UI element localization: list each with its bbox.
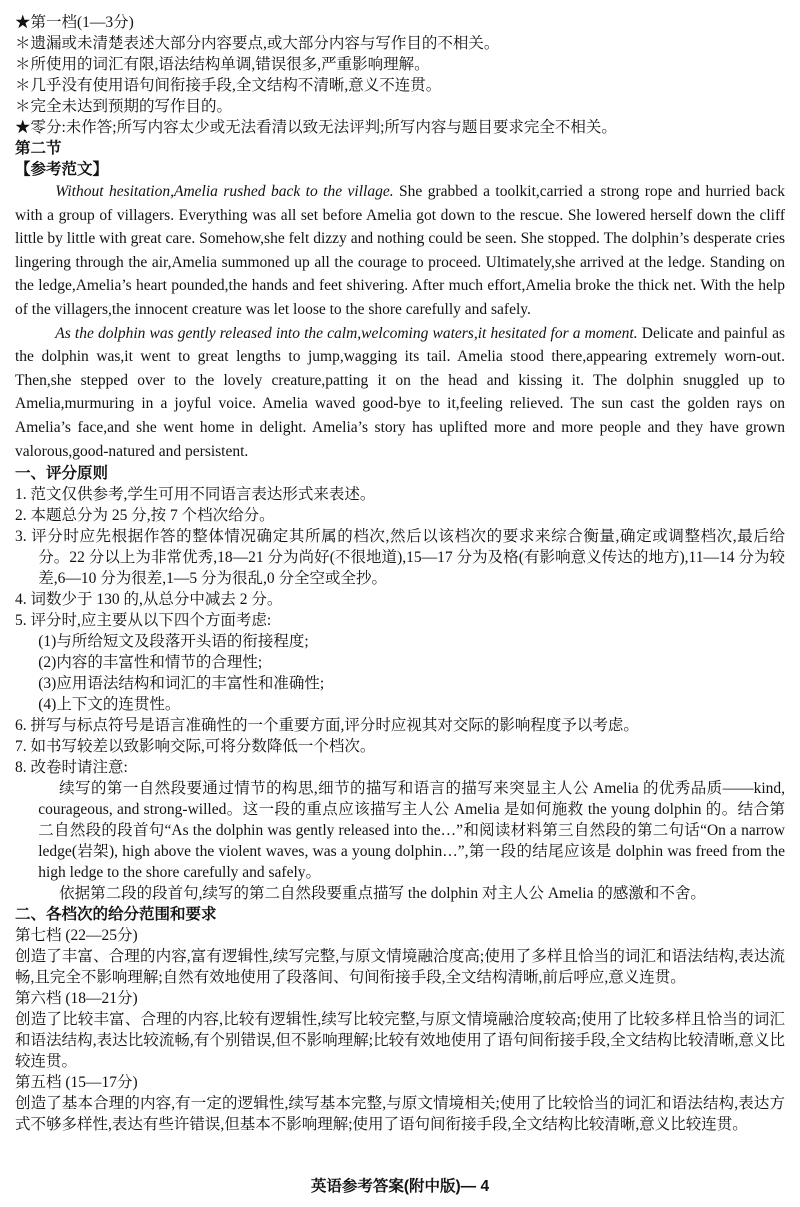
principle-subitem-2: (2)内容的丰富性和情节的合理性; [38,654,263,672]
principle-item-6: 6. 拼写与标点符号是语言准确性的一个重要方面,评分时应视其对交际的影响程度予以考虑。 [15,717,639,735]
principle-item-7: 7. 如书写较差以致影响交际,可将分数降低一个档次。 [15,738,376,756]
principle-subitem-4: (4)上下文的连贯性。 [38,696,181,714]
principle-item-1: 1. 范文仅供参考,学生可用不同语言表达形式来表述。 [15,486,376,504]
section2-heading: 第二节 [15,140,62,157]
rubric-bullet-3: ＊几乎没有使用语句间衔接手段,全文结构不清晰,意义不连贯。 [15,77,442,94]
principle-item-5: 5. 评分时,应主要从以下四个方面考虑: [15,612,272,630]
band6-title: 第六档 (18—21分) [15,990,138,1008]
principle-item-8: 8. 改卷时请注意: [15,759,128,777]
sample-essay-heading: 【参考范文】 [15,161,109,178]
band5-title: 第五档 (15—17分) [15,1074,138,1092]
principles-heading: 一、评分原则 [15,465,109,483]
essay-paragraph-2 [15,322,785,464]
essay-p2-lead: As the dolphin was gently released into the calm,welcoming waters,it hesitated for a moment. [55,324,638,342]
principle-item-4: 4. 词数少于 130 的,从总分中减去 2 分。 [15,591,283,609]
principle-subitem-1: (1)与所给短文及段落开头语的衔接程度; [38,633,309,651]
band7-description: 创造了丰富、合理的内容,富有逻辑性,续写完整,与原文情境融洽度高;使用了多样且恰当的词汇和语法结构,表达流畅,且完全不影响理解;自然有效地使用了段落间、句间衔接手段,全文结构清晰,前后呼应,意义连贯。 [15,948,785,987]
band1-title: ★第一档(1—3分) [15,14,134,31]
rubric-bullet-1: ＊遗漏或未清楚表述大部分内容要点,或大部分内容与写作目的不相关。 [15,35,500,52]
band6-description: 创造了比较丰富、合理的内容,比较有逻辑性,续写比较完整,与原文情境融洽度较高;使用了比较多样且恰当的词汇和语法结构,表达比较流畅,有个别错误,但不影响理解;比较有效地使用了语句间衔接手段,全文结构比较清晰,意义比较连贯。 [15,1011,785,1071]
essay-p2-rest: Delicate and painful as the dolphin was,it went to great lengths to jump,wagging its tail. Amelia stood there,appearing extremely worn-out. Then,she stepped over to the lovely creature,patting it on the head and kissing it. The dolphin snuggled up to Amelia,murmuring in a joyful voice. Amelia waved good-bye to it,feeling relieved. The sun cast the golden rays on Amelia’s face,and she went home in delight. Amelia’s story has uplifted more and more people and they have grown valorous,good-natured and persistent. [15,324,785,460]
essay-paragraph-1 [15,180,785,322]
zero-score-line: ★零分:未作答;所写内容太少或无法看清以致无法评判;所写内容与题目要求完全不相关。 [15,119,617,136]
marking-note-paragraph-2: 依据第二段的段首句,续写的第二自然段要重点描写 the dolphin 对主人公 Amelia 的感激和不舍。 [59,885,706,903]
rubric-bullet-2: ＊所使用的词汇有限,语法结构单调,错误很多,严重影响理解。 [15,56,430,73]
essay-p1-lead: Without hesitation,Amelia rushed back to the village. [55,183,394,200]
essay-p1-rest: She grabbed a toolkit,carried a strong rope and hurried back with a group of villagers. Everything was all set before Amelia got down to the rescue. She lowered herself down the cliff little by little with great care. Somehow,she felt dizzy and nothing could be seen. She stopped. The dolphin’s desperate cries lingering through the air,Amelia summoned up all the courage to proceed. Ultimately,she arrived at the ledge. Standing on the ledge,Amelia’s heart pounded,the hands and feet shivering. After much effort,Amelia broke the thick net. With the help of the villagers,the innocent creature was let loose to the shore carefully and safely. [15,183,785,318]
band5-description: 创造了基本合理的内容,有一定的逻辑性,续写基本完整,与原文情境相关;使用了比较恰当的词汇和语法结构,表达方式不够多样性,表达有些许错误,但基本不影响理解;使用了语句间衔接手段,全文结构比较清晰,意义比较连贯。 [15,1095,785,1134]
document-content [15,12,785,1170]
bands-heading: 二、各档次的给分范围和要求 [15,906,217,924]
principle-item-2: 2. 本题总分为 25 分,按 7 个档次给分。 [15,507,275,525]
page-footer: 英语参考答案(附中版)— 4 [310,1178,490,1195]
marking-note-paragraph-1: 续写的第一自然段要通过情节的构思,细节的描写和语言的描写来突显主人公 Amelia 的优秀品质——kind, courageous, and strong-willed。这一段的重点应该描写主人公 Amelia 是如何施救 the young dolphin 的。结合第二自然段的段首句“As the dolphin was gently released into the…”和阅读材料第三自然段的第二句话“On a narrow ledge(岩架), high above the violent waves, was a young dolphin…”,第一段的结尾应该是 dolphin was freed from the high ledge to the shore carefully and safely。 [38,780,785,882]
rubric-bullet-4: ＊完全未达到预期的写作目的。 [15,98,233,115]
principle-subitem-3: (3)应用语法结构和词汇的丰富性和准确性; [38,675,325,693]
principle-item-3: 3. 评分时应先根据作答的整体情况确定其所属的档次,然后以该档次的要求来综合衡量,确定或调整档次,最后给分。22 分以上为非常优秀,18—21 分为尚好(不很地道),15—17 分为及格(有影响意义传达的地方),11—14 分为较差,6—10 分为很差,1—5 分为很乱,0 分全空或全抄。 [15,528,785,588]
band7-title: 第七档 (22—25分) [15,927,138,945]
